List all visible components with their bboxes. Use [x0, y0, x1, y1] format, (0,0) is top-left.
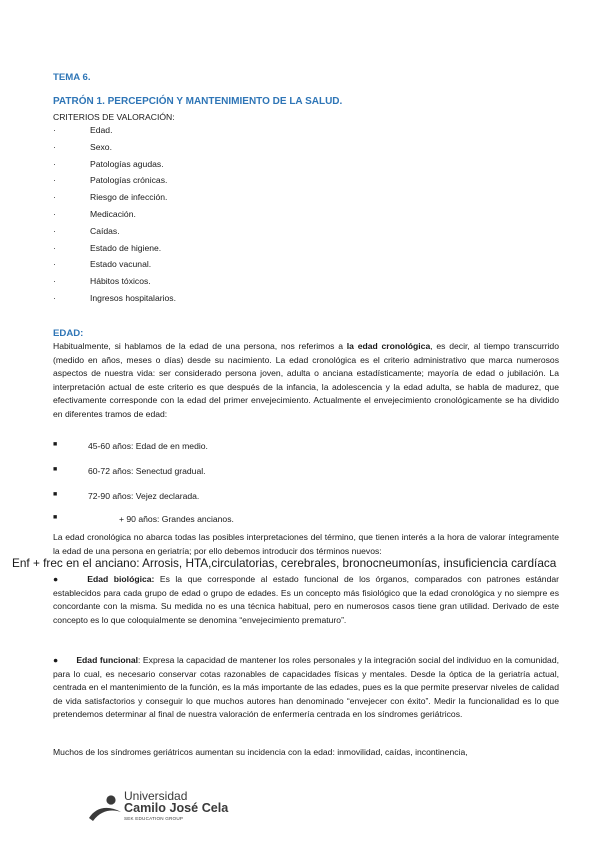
criterio-text: Estado de higiene.	[90, 242, 162, 253]
funcional-label: Edad funcional	[76, 655, 139, 665]
criterio-text: Hábitos tóxicos.	[90, 276, 151, 287]
middle-dot-bullet-icon: ·	[53, 242, 56, 253]
biologica-label: Edad biológica:	[87, 574, 155, 584]
annotation-note: Enf + frec en el anciano: Arrosis, HTA,circulatorias, cerebrales, bronocneumonías, insuficiencia cardíaca	[12, 556, 557, 570]
circle-bullet-icon: ●	[53, 655, 59, 665]
biologica-text: Es la que corresponde al estado funcional de los órganos, comparados con patrones estándar establecidos para cada grupo de edad o grupo de edades. Es un concepto más fisiológico que la edad cronológica y no siempre es concordante con la misma. Su medida no es una técnica habitual, pero en numerosos casos tiene gran utilidad. Derivado de este concepto es lo que coloquialmente se denomina “envejecimiento prematuro”.	[53, 574, 559, 625]
middle-dot-bullet-icon: ·	[53, 209, 56, 219]
middle-dot-bullet-icon: ·	[53, 175, 56, 186]
criterio-text: Medicación.	[90, 209, 136, 219]
age-group-text: 72-90 años: Vejez declarada.	[88, 491, 200, 501]
criterio-text: Patologías agudas.	[90, 158, 164, 169]
age-group-text: + 90 años: Grandes ancianos.	[119, 514, 234, 524]
funcional-paragraph	[53, 654, 559, 722]
square-bullet-icon: ■	[53, 441, 58, 448]
middle-dot-bullet-icon: ·	[53, 125, 56, 135]
logo-line-3: SEK EDUCATION GROUP	[124, 816, 184, 821]
criterio-text: Patologías crónicas.	[90, 175, 168, 186]
criterio-text: Ingresos hospitalarios.	[90, 293, 176, 303]
edad-intro-text-c: , es decir, al tiempo transcurrido (medido en años, meses o días) desde su nacimiento. La edad cronológica es el criterio administrativo que marca numerosos aspectos de nuestra vida: ser considerado persona joven, adulta o anciana estadísticamente; mayoría de edad o jubilación. La interpretación actual de este criterio es que después de la infancia, la adolescencia y la edad adulta, se habla de madurez, que efectivamente corresponde con la edad del primer envejecimiento. Actualmente el envejecimiento cronológicamente se ha dividido en diferentes tramos de edad:	[53, 341, 559, 419]
square-bullet-icon: ■	[53, 491, 58, 498]
middle-dot-bullet-icon: ·	[53, 276, 56, 287]
criterio-text: Riesgo de infección.	[90, 192, 168, 203]
middle-dot-bullet-icon: ·	[53, 141, 56, 152]
square-bullet-icon: ■	[53, 514, 58, 521]
logo-line-1: Universidad	[124, 789, 188, 803]
sindromes-paragraph: Muchos de los síndromes geriátricos aumentan su incidencia con la edad: inmovilidad, caídas, incontinencia,	[53, 747, 468, 757]
middle-dot-bullet-icon: ·	[53, 293, 56, 303]
criterio-text: Sexo.	[90, 141, 112, 152]
middle-dot-bullet-icon: ·	[53, 225, 56, 236]
circle-bullet-icon: ●	[53, 574, 62, 584]
logo-person-icon	[88, 794, 122, 822]
square-bullet-icon: ■	[53, 466, 58, 473]
age-group-text: 60-72 años: Senectud gradual.	[88, 466, 206, 476]
criterios-label: CRITERIOS DE VALORACIÓN:	[53, 112, 175, 122]
edad-intro-bold: la edad cronológica	[346, 341, 431, 351]
university-logo	[88, 788, 248, 824]
age-group-text: 45-60 años: Edad de en medio.	[88, 441, 208, 451]
edad-intro-text-a: Habitualmente, si hablamos de la edad de una persona, nos referimos a	[53, 341, 347, 351]
middle-dot-bullet-icon: ·	[53, 192, 56, 203]
logo-line-2: Camilo José Cela	[124, 801, 229, 815]
criterio-text: Edad.	[90, 125, 113, 135]
edad-heading: EDAD:	[53, 328, 84, 339]
edad-intro-paragraph	[53, 340, 559, 421]
patron-title: PATRÓN 1. PERCEPCIÓN Y MANTENIMIENTO DE LA SALUD.	[53, 96, 343, 107]
criterio-text: Estado vacunal.	[90, 259, 152, 270]
middle-dot-bullet-icon: ·	[53, 158, 56, 169]
criterio-text: Caídas.	[90, 225, 120, 236]
middle-dot-bullet-icon: ·	[53, 259, 56, 270]
tema-title: TEMA 6.	[53, 72, 91, 83]
biologica-paragraph	[53, 573, 559, 627]
cronologica-paragraph: La edad cronológica no abarca todas las posibles interpretaciones del término, que tienen interés a la hora de valorar íntegramente la edad de una persona en geriatría; por ello debemos introducir dos términos nuevos:	[53, 532, 559, 556]
funcional-text: : Expresa la capacidad de mantener los roles personales y la integración social del individuo en la comunidad, para lo cual, es necesario conservar cotas razonables de capacidades físicas y mentales. Desde la óptica de la geriatría actual, centrada en el mantenimiento de la función, es la más importante de las edades, pues es la que permite preservar niveles de calidad de vida satisfactorios y conseguir lo que muchos autores han denominado “envejecer con éxito”. Medir la funcionalidad es lo que pretendemos determinar al final de nuestra valoración de enfermería centrada en los síndromes geriátricos.	[53, 655, 559, 719]
